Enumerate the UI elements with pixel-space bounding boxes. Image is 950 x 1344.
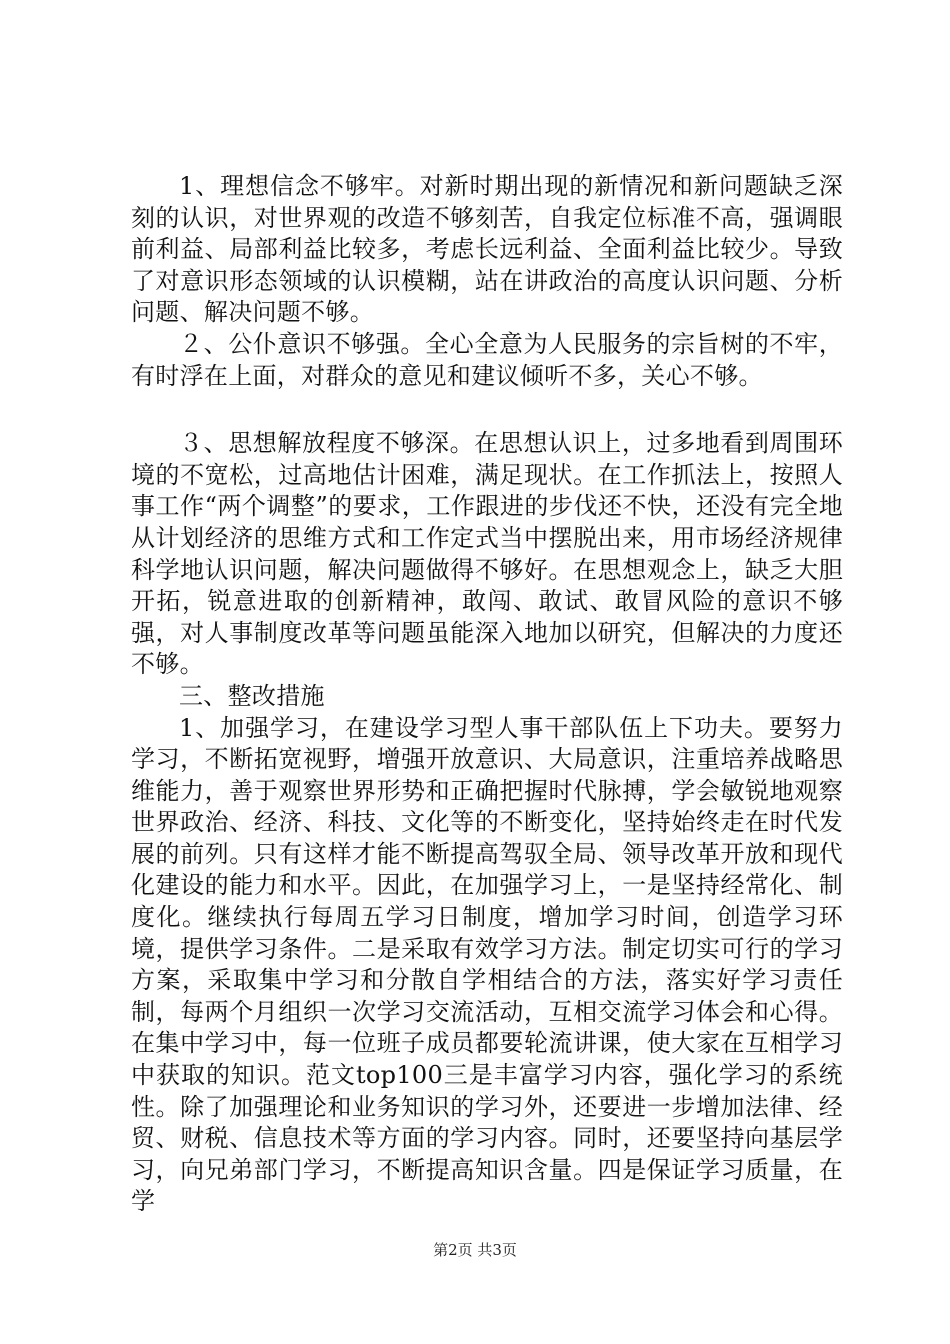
paragraph-ideal-belief: 1、理想信念不够牢。对新时期出现的新情况和新问题缺乏深刻的认识，对世界观的改造不够刻苦，自我定位标准不高，强调眼前利益、局部利益比较多，考虑长远利益、全面利益比较少。导致了对意识形态领域的认识模糊，站在讲政治的高度认识问题、分析问题、解决问题不够。 [131, 172, 843, 327]
paragraph-public-servant: ２、公仆意识不够强。全心全意为人民服务的宗旨树的不牢，有时浮在上面，对群众的意见和建议倾听不多，关心不够。 [131, 329, 843, 390]
paragraph-strengthen-study: 1、加强学习，在建设学习型人事干部队伍上下功夫。要努力学习，不断拓宽视野，增强开放意识、大局意识，注重培养战略思维能力，善于观察世界形势和正确把握时代脉搏，学会敏锐地观察世界政治、经济、科技、文化等的不断变化，坚持始终走在时代发展的前列。只有这样才能不断提高驾驭全局、领导改革开放和现代化建设的能力和水平。因此，在加强学习上，一是坚持经常化、制度化。继续执行每周五学习日制度，增加学习时间，创造学习环境，提供学习条件。二是采取有效学习方法。制定切实可行的学习方案，采取集中学习和分散自学相结合的方法，落实好学习责任制，每两个月组织一次学习交流活动，互相交流学习体会和心得。在集中学习中，每一位班子成员都要轮流讲课，使大家在互相学习中获取的知识。范文top100三是丰富学习内容，强化学习的系统性。除了加强理论和业务知识的学习外，还要进一步增加法律、经贸、财税、信息技术等方面的学习内容。同时，还要坚持向基层学习，向兄弟部门学习，不断提高知识含量。四是保证学习质量，在学 [131, 713, 843, 1216]
page-footer: 第2页 共3页 [433, 1241, 517, 1259]
section-heading-rectification: 三、整改措施 [179, 681, 325, 710]
paragraph-thought-liberation: ３、思想解放程度不够深。在思想认识上，过多地看到周围环境的不宽松，过高地估计困难，满足现状。在工作抓法上，按照人事工作“两个调整”的要求，工作跟进的步伐还不快，还没有完全地从计划经济的思维方式和工作定式当中摆脱出来，用市场经济规律科学地认识问题，解决问题做得不够好。在思想观念上，缺乏大胆开拓，锐意进取的创新精神，敢闯、敢试、敢冒风险的意识不够强，对人事制度改革等问题虽能深入地加以研究，但解决的力度还不够。 [131, 429, 843, 679]
document-body [131, 171, 843, 1218]
